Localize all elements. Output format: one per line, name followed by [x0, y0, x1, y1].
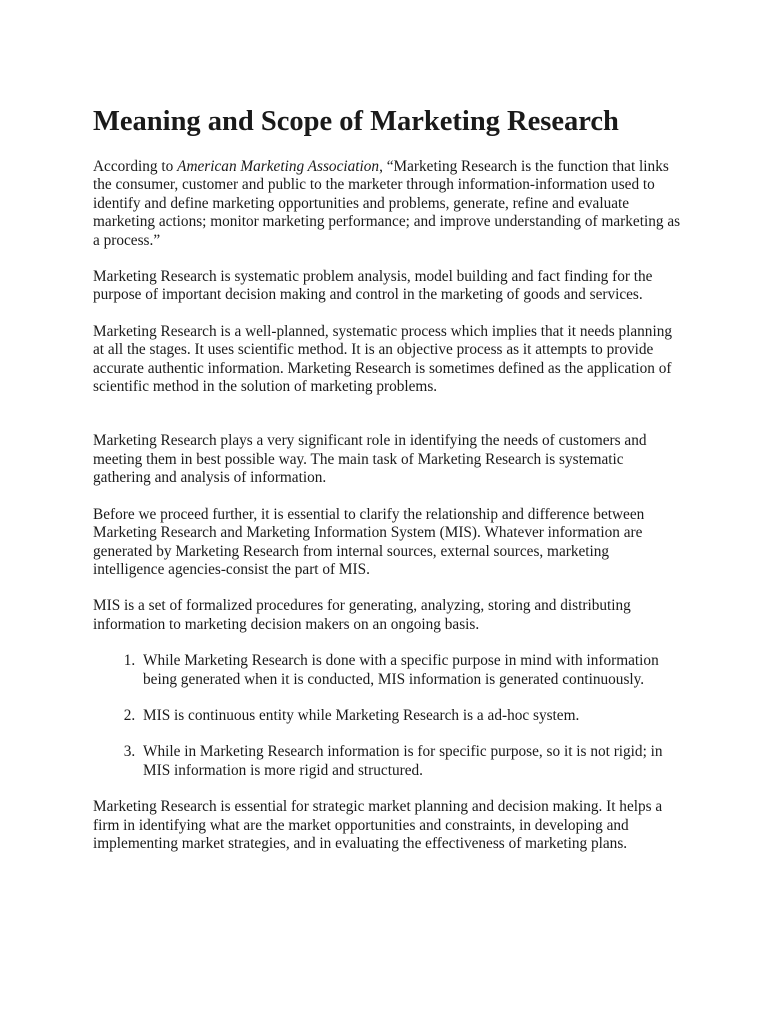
paragraph-text: , “Marketing Research is the function that links the consumer, customer and public to the marketer through information-information used to identify and define marketing opportunities and problems, generate, refine and evaluate marketing actions; monitor marketing performance; and improve understanding of marketing as a process.”	[93, 158, 681, 249]
organization-name: American Marketing Association	[177, 158, 380, 175]
paragraph-significant-role: Marketing Research plays a very significant role in identifying the needs of customers and meeting them in best possible way. The main task of Marketing Research is systematic gathering and analysis of information.	[93, 432, 647, 487]
document-title: Meaning and Scope of Marketing Research	[93, 106, 619, 137]
list-item: 3. While in Marketing Research information is for specific purpose, so it is not rigid; in MIS information is more rigid and structured.	[139, 743, 683, 780]
list-item: 1. While Marketing Research is done with a specific purpose in mind with information being generated when it is conducted, MIS information is generated continuously.	[139, 652, 683, 689]
paragraph-ama-definition	[93, 158, 683, 250]
paragraph-text: According to	[93, 158, 178, 175]
paragraph-mis-definition: MIS is a set of formalized procedures for generating, analyzing, storing and distributing information to marketing decision makers on an ongoing basis.	[93, 597, 631, 633]
paragraph-well-planned-process: Marketing Research is a well-planned, systematic process which implies that it needs planning at all the stages. It uses scientific method. It is an objective process as it attempts to provide accurate authentic information. Marketing Research is sometimes defined as the application of scientific method in the solution of marketing problems.	[93, 322, 673, 396]
list-item: 2. MIS is continuous entity while Marketing Research is a ad-hoc system.	[139, 707, 683, 725]
paragraph-strategic-planning: Marketing Research is essential for strategic market planning and decision making. It helps a firm in identifying what are the market opportunities and constraints, in developing and implementing market strategies, and in evaluating the effectiveness of marketing plans.	[93, 798, 663, 852]
paragraph-mr-vs-mis: Before we proceed further, it is essential to clarify the relationship and difference between Marketing Research and Marketing Information System (MIS). Whatever information are generated by Marketing Research from internal sources, external sources, marketing intelligence agencies-consist the part of MIS.	[93, 505, 645, 578]
paragraph-systematic-analysis: Marketing Research is systematic problem analysis, model building and fact finding for the purpose of important decision making and control in the marketing of goods and services.	[93, 268, 653, 304]
document-page	[93, 104, 683, 871]
differences-list	[93, 652, 683, 780]
